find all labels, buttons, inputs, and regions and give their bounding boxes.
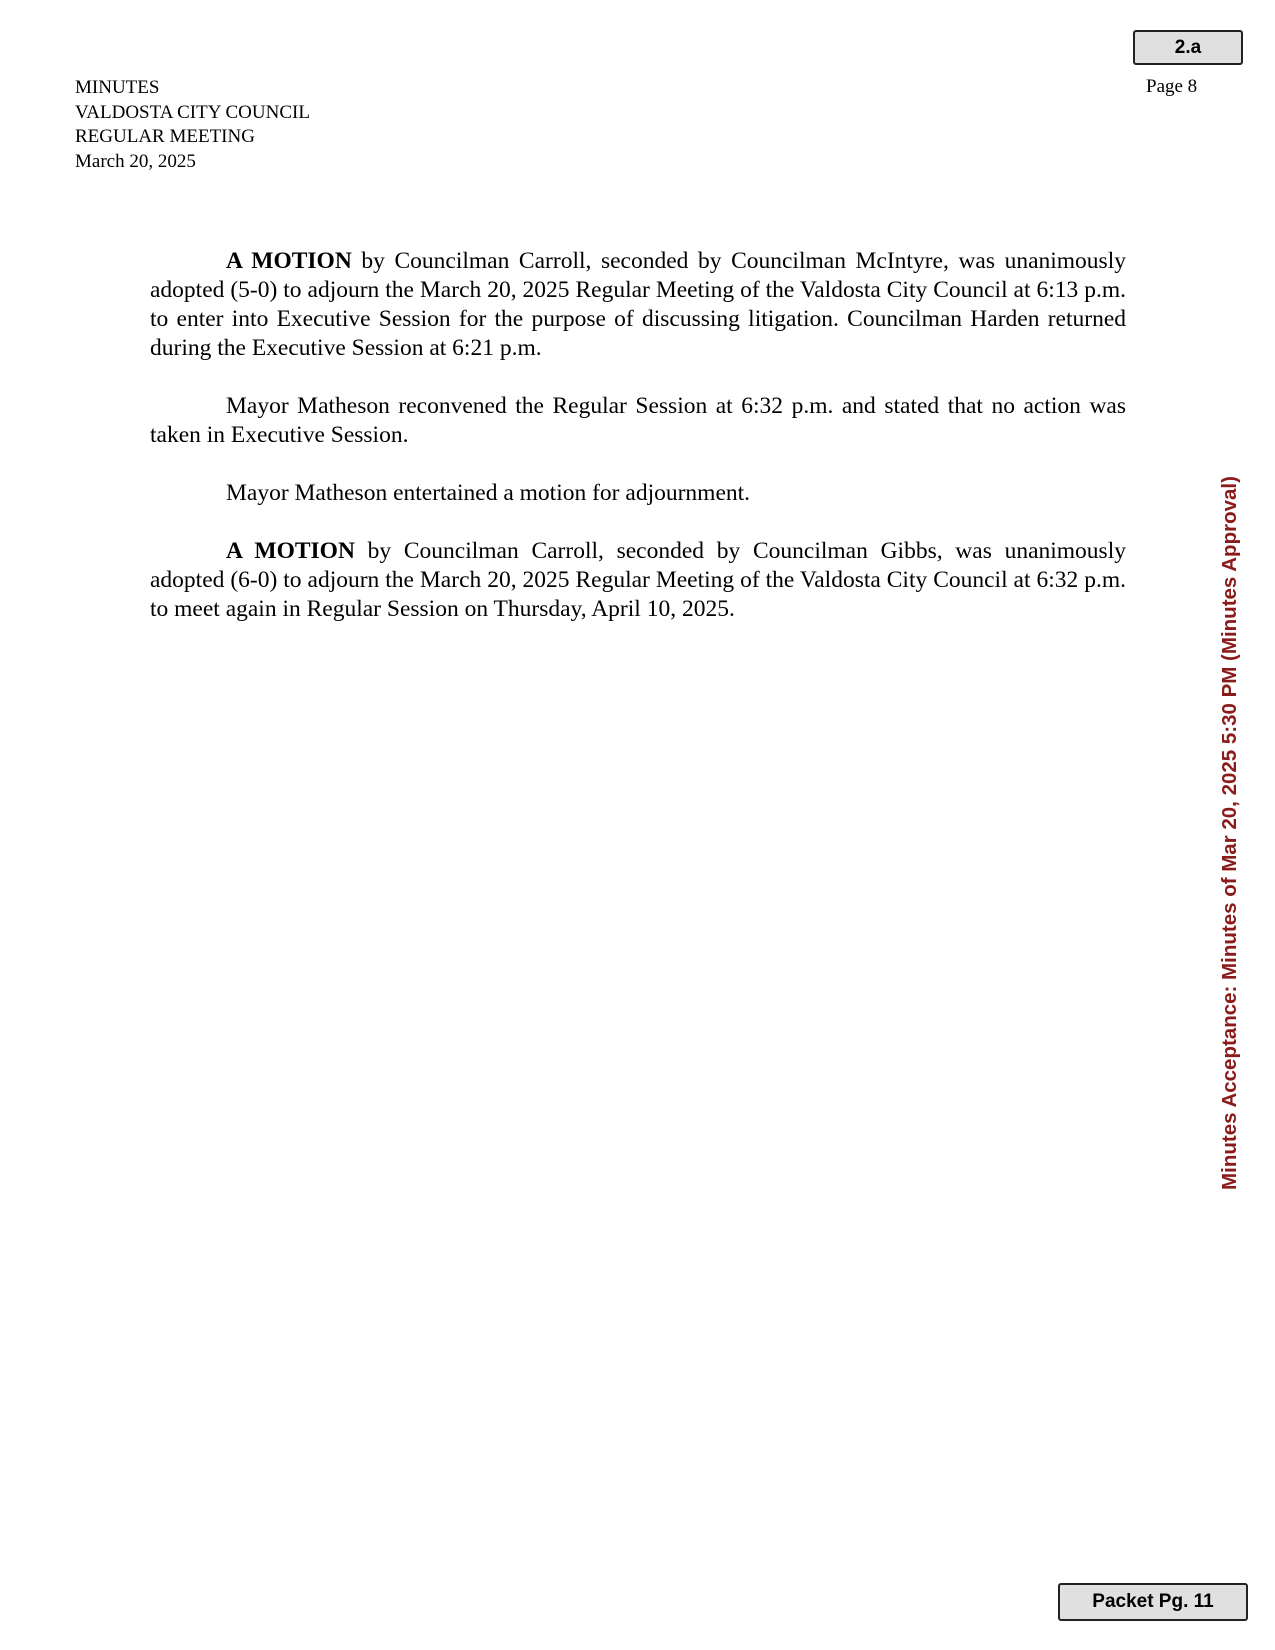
agenda-item-badge: 2.a — [1133, 30, 1243, 65]
paragraph-reconvened — [150, 392, 1126, 450]
minutes-acceptance-stamp: Minutes Acceptance: Minutes of Mar 20, 2025 5:30 PM (Minutes Approval) — [1218, 476, 1241, 1190]
document-header — [75, 76, 310, 174]
packet-page-badge: Packet Pg. 11 — [1058, 1583, 1248, 1621]
header-council: VALDOSTA CITY COUNCIL — [75, 101, 310, 123]
motion-lead: A MOTION — [226, 248, 352, 274]
motion-lead: A MOTION — [226, 538, 355, 564]
paragraph-adjournment-request — [150, 479, 1126, 508]
paragraph-motion-adjourn — [150, 537, 1126, 624]
paragraph-text: by Councilman Carroll, seconded by Councilman McIntyre, was unanimously adopted (5-0) to adjourn the March 20, 2025 Regular Meeting of the Valdosta City Council at 6:13 p.m. to enter into Executive Session for the purpose of discussing litigation. Councilman Harden returned during the Executive Session at 6:21 p.m. — [150, 248, 1126, 361]
header-title: MINUTES — [75, 77, 160, 98]
minutes-body — [150, 247, 1126, 653]
paragraph-motion-executive-session — [150, 247, 1126, 363]
header-date: March 20, 2025 — [75, 150, 196, 172]
paragraph-text: Mayor Matheson entertained a motion for adjournment. — [226, 480, 751, 506]
paragraph-text: Mayor Matheson reconvened the Regular Session at 6:32 p.m. and stated that no action was taken in Executive Session. — [150, 393, 1126, 448]
paragraph-text: by Councilman Carroll, seconded by Councilman Gibbs, was unanimously adopted (6-0) to adjourn the March 20, 2025 Regular Meeting of the Valdosta City Council at 6:32 p.m. to meet again in Regular Session on Thursday, April 10, 2025. — [150, 538, 1126, 622]
page-number: Page 8 — [1146, 76, 1198, 97]
header-meeting-type: REGULAR MEETING — [75, 126, 255, 147]
